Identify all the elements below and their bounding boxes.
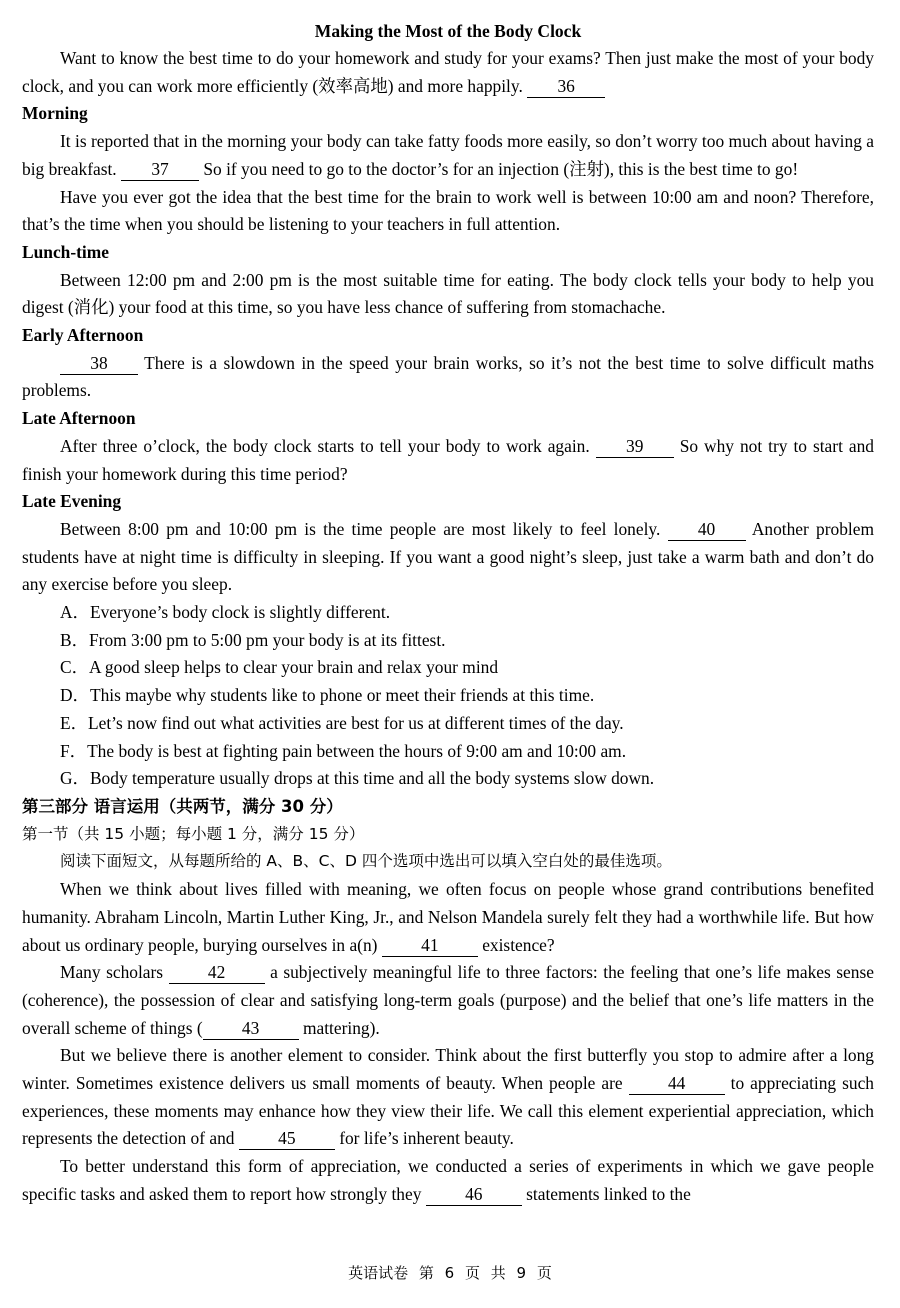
option-f: F．The body is best at fighting pain between the hours of 9:00 am and 10:00 am. — [60, 740, 627, 761]
option-a: A．Everyone’s body clock is slightly different. — [60, 602, 391, 623]
cloze-p2-text-a: Many scholars — [60, 962, 164, 983]
cloze-p3-text-a: But we believe there is another element to consider. Think about the first butterfly you stop to admire after a long winter. Sometimes existence delivers us small moments of beauty. When people are — [22, 1045, 874, 1094]
section1-title: 第一节（共 15 小题；每小题 1 分，满分 15 分） — [22, 824, 365, 843]
early-afternoon-paragraph — [22, 350, 874, 405]
option-b: B．From 3:00 pm to 5:00 pm your body is at its fittest. — [60, 629, 446, 650]
intro-text: Want to know the best time to do your homework and study for your exams? Then just make the most of your body clock, and you can work more efficiently (效率高地) and more happily. — [22, 48, 874, 96]
late-evening-text-b: Another problem students have at night time is difficulty in sleeping. If you want a good night’s sleep, just take a warm bath and don’t do any exercise before you sleep. — [22, 518, 874, 595]
blank-43: 43 — [203, 1018, 299, 1040]
blank-39: 39 — [596, 436, 674, 458]
cloze-p4-text-a: To better understand this form of appreciation, we conducted a series of experiments in which we gave people specific tasks and asked them to report how strongly they — [22, 1156, 874, 1204]
blank-40: 40 — [668, 519, 746, 541]
section1-instruction: 阅读下面短文，从每题所给的 A、B、C、D 四个选项中选出可以填入空白处的最佳选项。 — [60, 852, 672, 871]
cloze-p1-text-a: When we think about lives filled with meaning, we often focus on people whose grand contributions benefited humanity. Abraham Lincoln, Martin Luther King, Jr., and Nelson Mandela surely felt they had a worthwhile life. But how about us ordinary people, burying ourselves in a(n) — [22, 879, 874, 955]
late-afternoon-paragraph — [22, 433, 874, 488]
lunch-paragraph: Between 12:00 pm and 2:00 pm is the most suitable time for eating. The body clock tells your body to help you digest (消化) your food at this time, so you have less chance of suffering from stomachache. — [22, 269, 874, 318]
cloze-p3-text-c: for life’s inherent beauty. — [339, 1128, 514, 1149]
late-afternoon-text-b: So why not try to start and finish your homework during this time period? — [22, 435, 874, 484]
blank-42: 42 — [169, 962, 265, 984]
blank-36: 36 — [527, 76, 605, 98]
blank-38: 38 — [60, 353, 138, 375]
late-evening-text-a: Between 8:00 pm and 10:00 pm is the time people are most likely to feel lonely. — [60, 518, 661, 539]
heading-late-afternoon: Late Afternoon — [22, 408, 136, 429]
blank-37: 37 — [121, 159, 199, 181]
cloze-paragraph-2 — [22, 959, 874, 1042]
cloze-p1-text-b: existence? — [482, 934, 555, 955]
morning-text-b: So if you need to go to the doctor’s for an injection (注射), this is the best time to go! — [203, 158, 799, 179]
cloze-p2-text-b: a subjectively meaningful life to three factors: the feeling that one’s life makes sense (coherence), the possession of clear and satisfying long-term goals (purpose) and the belief that one’s life matters in the overall scheme of things ( — [22, 962, 874, 1038]
morning-paragraph-1 — [22, 128, 874, 183]
option-e: E．Let’s now find out what activities are best for us at different times of the day. — [60, 712, 624, 733]
cloze-p4-text-b: statements linked to the — [526, 1183, 691, 1204]
blank-45: 45 — [239, 1128, 335, 1150]
blank-41: 41 — [382, 935, 478, 957]
exam-page — [22, 18, 874, 1209]
option-d: D．This maybe why students like to phone or meet their friends at this time. — [60, 685, 595, 706]
late-evening-paragraph — [22, 516, 874, 599]
early-afternoon-text: There is a slowdown in the speed your brain works, so it’s not the best time to solve difficult maths problems. — [22, 352, 874, 401]
cloze-p3-text-b: to appreciating such experiences, these moments may enhance how they view their life. We call this element experiential appreciation, which represents the detection of and — [22, 1073, 875, 1149]
cloze-paragraph-3 — [22, 1042, 874, 1153]
part3-title: 第三部分 语言运用（共两节，满分 30 分） — [22, 796, 343, 816]
morning-paragraph-2: Have you ever got the idea that the best time for the brain to work well is between 10:00 am and noon? Therefore, that’s the time when you should be listening to your teachers in full attention. — [22, 186, 874, 235]
late-afternoon-text-a: After three o’clock, the body clock starts to tell your body to work again. — [60, 435, 590, 456]
option-g: G．Body temperature usually drops at this time and all the body systems slow down. — [60, 768, 655, 789]
heading-lunch-time: Lunch-time — [22, 241, 109, 262]
page-footer: 英语试卷 第 6 页 共 9 页 — [348, 1264, 552, 1282]
blank-44: 44 — [629, 1073, 725, 1095]
cloze-p2-text-c: mattering). — [302, 1017, 380, 1038]
morning-text-a: It is reported that in the morning your body can take fatty foods more easily, so don’t worry too much about having a big breakfast. — [22, 131, 874, 179]
option-c: C．A good sleep helps to clear your brain and relax your mind — [60, 657, 499, 678]
heading-early-afternoon: Early Afternoon — [22, 325, 144, 346]
intro-paragraph — [22, 45, 874, 100]
heading-late-evening: Late Evening — [22, 491, 122, 512]
blank-46: 46 — [426, 1184, 522, 1206]
passage-title: Making the Most of the Body Clock — [314, 21, 582, 41]
cloze-paragraph-1 — [22, 876, 874, 959]
cloze-paragraph-4 — [22, 1153, 874, 1208]
heading-morning: Morning — [22, 103, 88, 124]
